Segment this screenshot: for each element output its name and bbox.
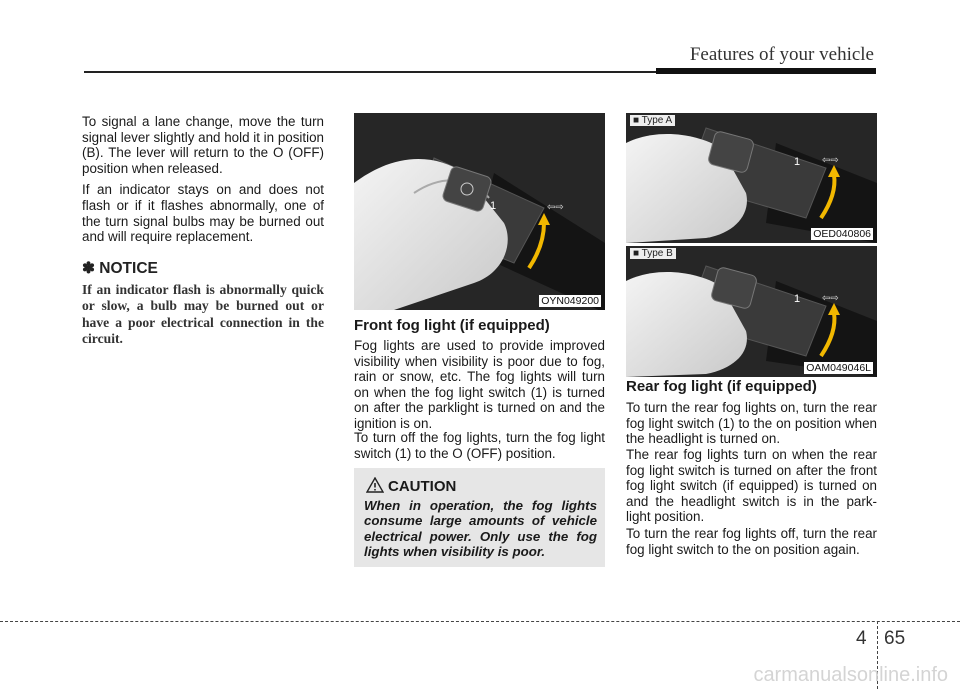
caution-box	[354, 468, 605, 567]
rear-fog-heading: Rear fog light (if equipped)	[626, 378, 817, 395]
svg-text:1: 1	[794, 293, 801, 305]
rear-fog-switch-type-b-illustration	[626, 246, 877, 377]
left-column	[82, 114, 324, 347]
front-fog-paragraph-1: Fog lights are used to provide improved visibility when visibility is poor due to fog, rain or snow, etc. The fog lights will turn on when the fog light switch (1) is turned on after the parklight is turned on and the ignition is on.	[354, 338, 605, 431]
turn-signal-paragraph: To signal a lane change, move the turn signal lever slightly and hold it in position (B). The lever will return to the O (OFF) position when released.	[82, 114, 324, 176]
front-fog-paragraph-2: To turn off the fog lights, turn the fog light switch (1) to the O (OFF) position.	[354, 430, 605, 461]
svg-text:⇦⇨: ⇦⇨	[547, 202, 564, 213]
type-a-label: ■ Type A	[630, 115, 675, 126]
front-fog-switch-illustration	[354, 113, 605, 310]
header-rule-accent	[656, 68, 876, 74]
rear-fog-switch-type-a-illustration	[626, 113, 877, 243]
notice-heading: ✽ NOTICE	[82, 259, 158, 277]
svg-text:⇦⇨: ⇦⇨	[822, 155, 839, 166]
footer-rule	[0, 621, 960, 622]
section-title: Features of your vehicle	[689, 44, 874, 65]
svg-text:⇦⇨: ⇦⇨	[822, 293, 839, 304]
svg-text:1: 1	[794, 156, 801, 168]
caution-title: CAUTION	[388, 478, 457, 495]
caution-body: When in operation, the fog lights consume large amounts of vehicle electrical power. Only use the fog lights when visibility is poor.	[364, 498, 597, 560]
image-code-front: OYN049200	[541, 295, 599, 307]
rear-fog-paragraph-1: To turn the rear fog lights on, turn the rear fog light switch (1) to the on position when the headlight is turned on.	[626, 400, 877, 447]
front-fog-heading: Front fog light (if equipped)	[354, 317, 550, 334]
type-b-label: ■ Type B	[630, 248, 676, 259]
notice-body: If an indicator flash is abnormally quick or slow, a bulb may be burned out or have a poor electrical connection in the circuit.	[82, 281, 324, 346]
indicator-paragraph: If an indicator stays on and does not flash or if it flashes abnormally, one of the turn signal bulbs may be burned out and will require replacement.	[82, 182, 324, 245]
rear-fog-paragraph-2: The rear fog lights turn on when the rear fog light switch is turned on after the front fog light switch (if equipped) is turned on and the headlight switch is in the park-light position.	[626, 447, 877, 525]
warning-icon	[366, 477, 384, 493]
callout-number: 1	[490, 200, 497, 212]
page-number: 65	[884, 628, 906, 649]
rear-fog-paragraph-3: To turn the rear fog lights off, turn the rear fog light switch to the on position again.	[626, 526, 877, 557]
watermark: carmanualsonline.info	[753, 664, 948, 686]
image-code-type-b: OAM049046L	[806, 362, 871, 374]
section-number: 4	[856, 628, 867, 649]
image-code-type-a: OED040806	[813, 228, 871, 240]
